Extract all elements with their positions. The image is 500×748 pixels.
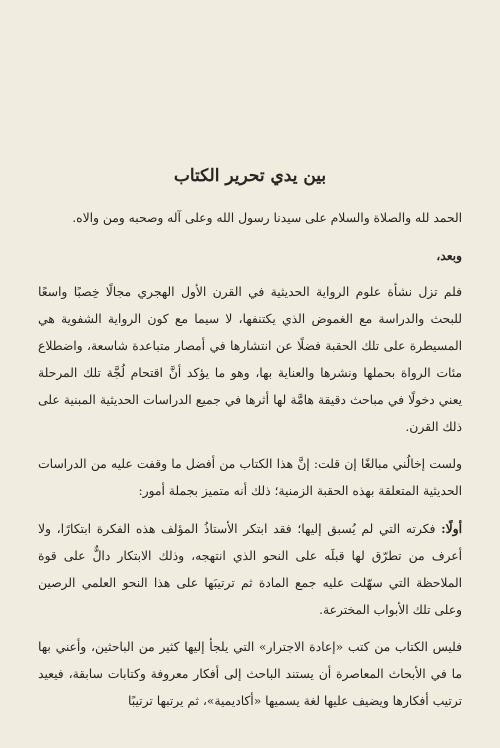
section-heading: بين يدي تحرير الكتاب — [173, 166, 327, 186]
first-point-lead: أولًا: — [441, 521, 462, 536]
paragraph-claim: ولست إخالُني مبالغًا إن قلت: إنَّ هذا الكتاب من أفضل ما وقفت عليه من الدراسات الحديثية المتعلقة بهذه الحقبة الزمنية؛ ذلك أنه متميز بجملة أمور: — [38, 457, 462, 498]
body-text — [38, 205, 462, 715]
paragraph-praise: الحمد لله والصلاة والسلام على سيدنا رسول الله وعلى آله وصحبه ومن والاه. — [72, 211, 462, 225]
paragraph-wabaad: وبعد، — [436, 248, 462, 263]
paragraph-first-point — [38, 515, 462, 624]
paragraph-not-rehash: فليس الكتاب من كتب «إعادة الاجترار» التي يلجأ إليها كثير من الباحثين، وأعني بها ما في الأبحاث المعاصرة أن يستند الباحث إلى أفكار معروفة وكتابات سابقة، فيعيد ترتيب أفكارها ويضيف عليها لغة يسميها «أكاديمية»، ثم يرتبها ترتيبًا — [38, 640, 462, 708]
first-point-text: فكرته التي لم يُسبق إليها؛ فقد ابتكر الأستاذُ المؤلف هذه الفكرة ابتكارًا، ولا أعرف من تطرّق لها قبلَه على النحو الذي انتهجه، وذلك الابتكار دالٌّ على قوة الملاحظة التي سهّلت عليه جمع المادة ثم ترتيبَها على هذا النحو العلمي الرصين وعلى تلك الأبواب المخترعة. — [38, 522, 462, 617]
paragraph-intro: فلم تزل نشأة علوم الرواية الحديثية في القرن الأول الهجري مجالًا خِصبًا واسعًا للبحث والدراسة مع الغموض الذي يكتنفها، لا سيما مع كون الرواية الشفوية هي المسيطرة على تلك الحقبة فضلًا عن انتشارها في أمصار متباعدة شاسعة، واضطلاع مئات الرواة بحملها ونشرها والعناية بها، وهو ما يؤكد أنَّ اقتحام لُجَّة تلك المرحلة يعني دخولًا في مباحث دقيقة هامَّة لها أثرها في جميع الدراسات الحديثية المبنية على ذلك القرن. — [38, 285, 462, 434]
